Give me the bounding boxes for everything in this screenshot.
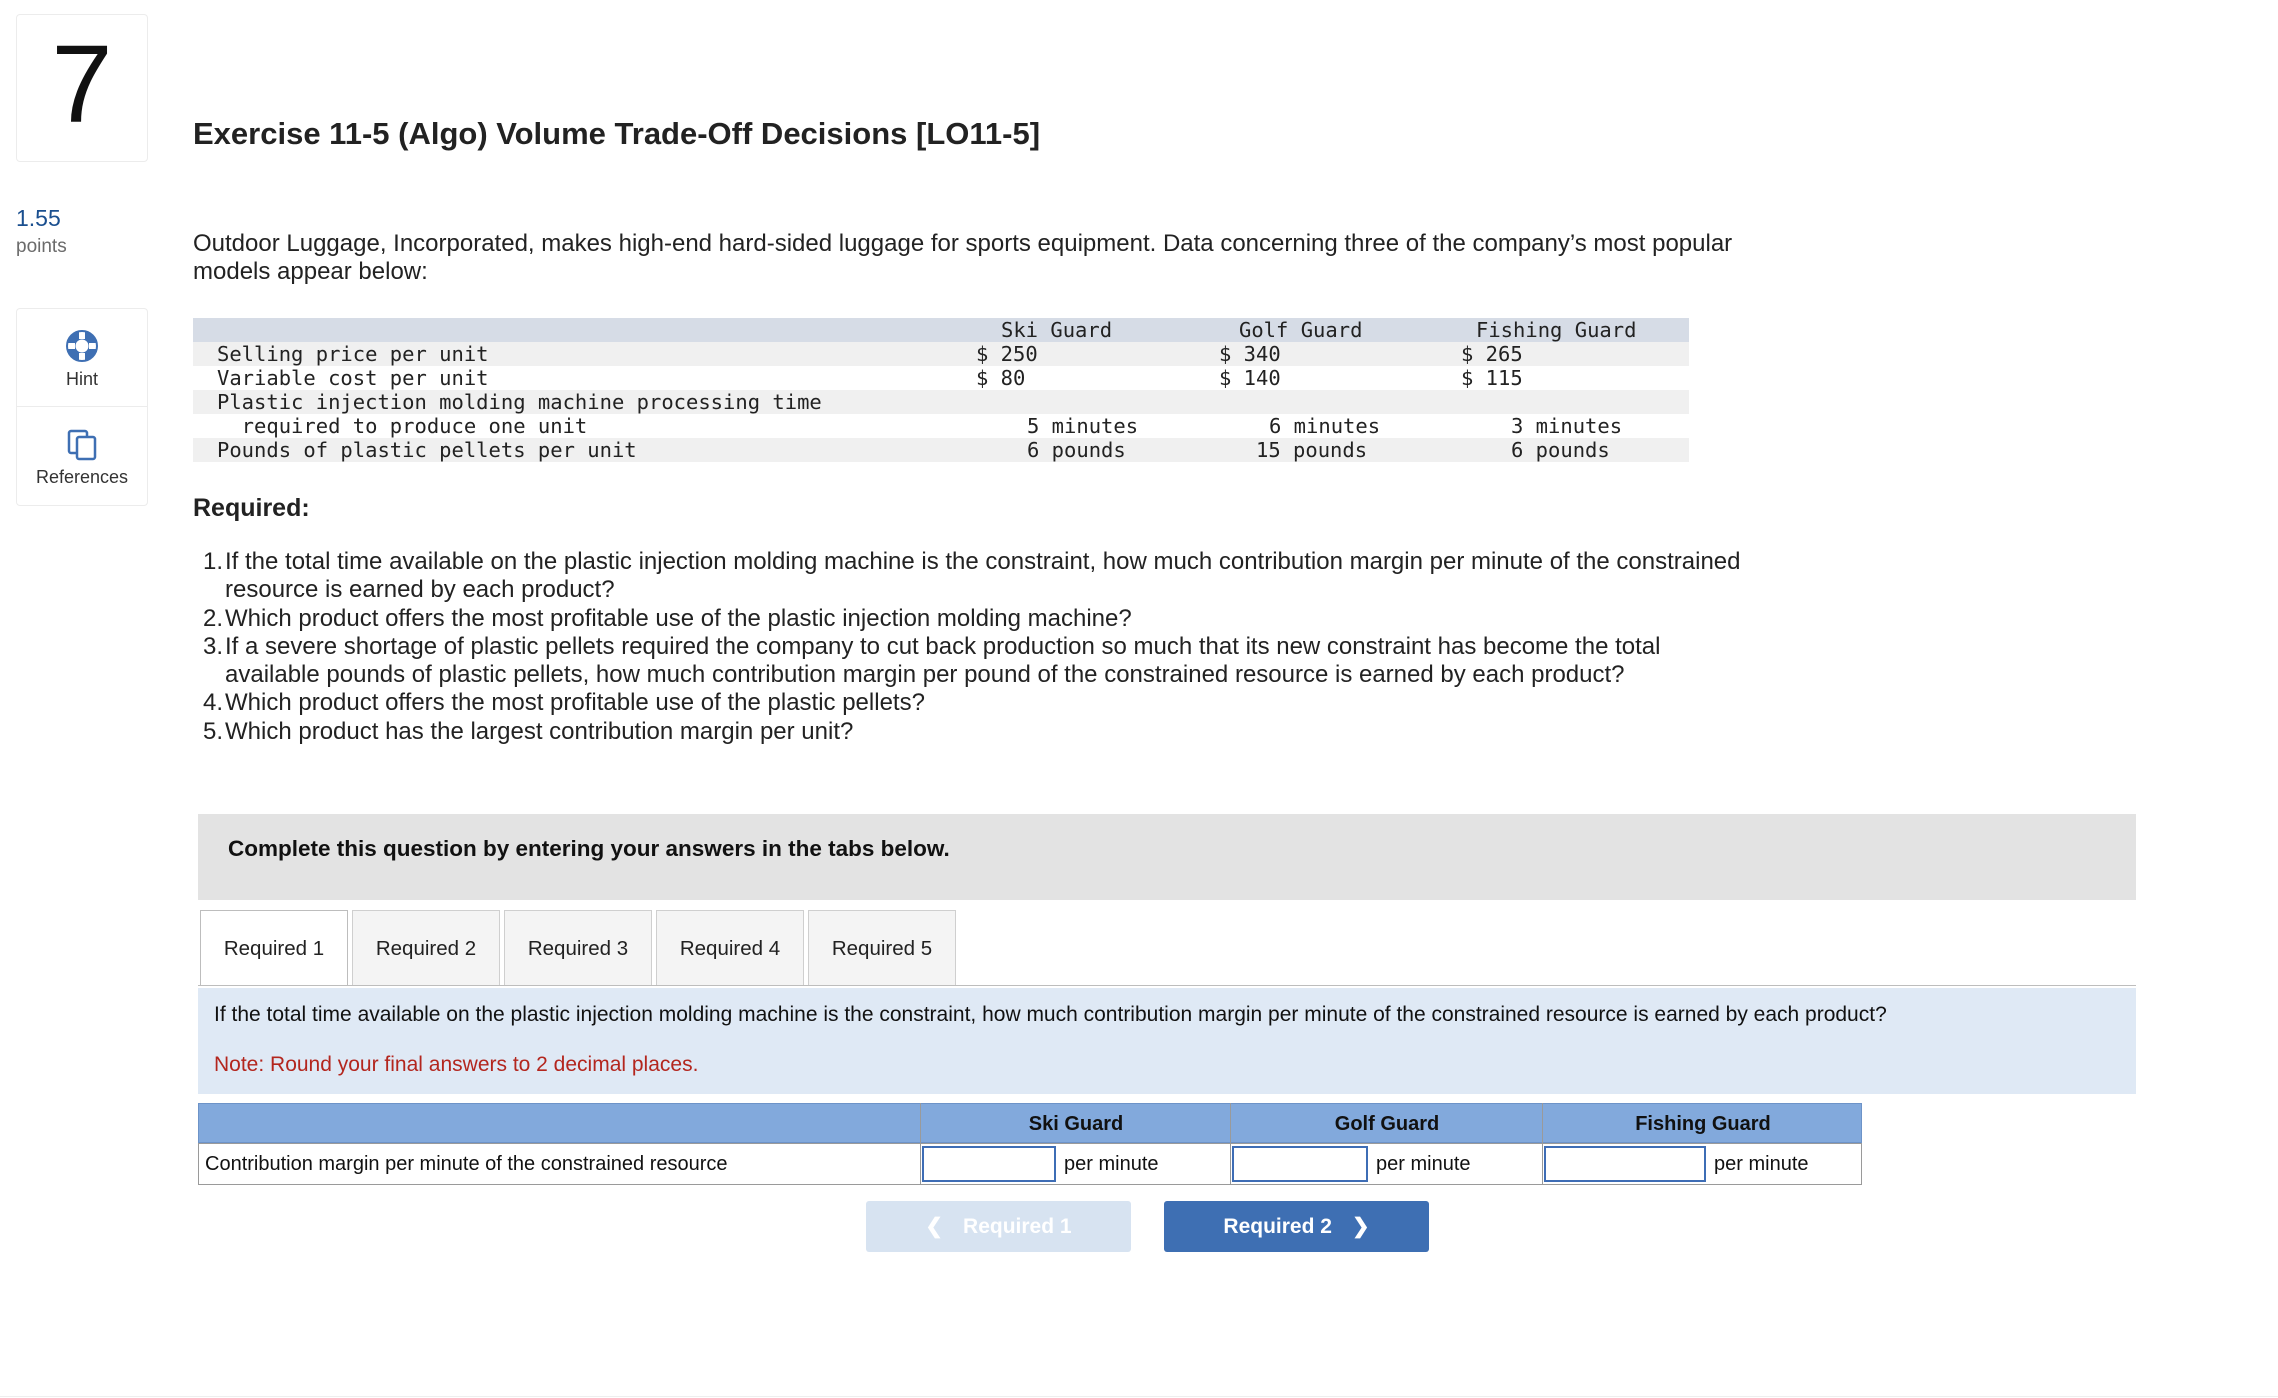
item-text: If the total time available on the plastic injection molding machine is the constraint, how much contribution margin per minute of the constrained resource is earned by each product?	[225, 548, 1741, 604]
points-label: points	[16, 236, 67, 257]
list-item	[203, 604, 1745, 633]
tab-required-1[interactable]: Required 1	[200, 910, 348, 986]
golf-guard-answer-input[interactable]	[1232, 1146, 1368, 1182]
tab-required-3[interactable]: Required 3	[504, 910, 652, 986]
cell-value: $ 80	[976, 366, 1026, 390]
exercise-title: Exercise 11-5 (Algo) Volume Trade-Off Decisions [LO11-5]	[193, 116, 1041, 151]
item-text: If a severe shortage of plastic pellets required the company to cut back production so much that its new constraint has become the total available pounds of plastic pellets, how much contribution margin per pound of the constrained resource is earned by each product?	[225, 632, 1661, 689]
cell-value: 6 minutes	[1269, 414, 1381, 438]
table-row	[193, 438, 1689, 462]
instruction-box	[198, 988, 2136, 1094]
next-button[interactable]	[1164, 1201, 1429, 1252]
question-number: 7	[51, 23, 113, 146]
complete-prompt-box	[198, 814, 2136, 900]
instruction-text: If the total time available on the plastic injection molding machine is the constraint, how much contribution margin per minute of the constrained resource is earned by each product?	[214, 1003, 1887, 1026]
item-number: 5.	[203, 717, 224, 745]
cell-value: 3 minutes	[1511, 414, 1623, 438]
ski-guard-answer-input[interactable]	[922, 1146, 1056, 1182]
tab-divider	[198, 985, 2136, 986]
row-label: Plastic injection molding machine processing time	[217, 390, 822, 414]
next-label: Required 2	[1223, 1214, 1332, 1238]
list-item	[203, 632, 1745, 690]
item-text: Which product offers the most profitable use of the plastic pellets?	[225, 689, 925, 717]
table-row	[193, 390, 1689, 414]
column-golf-guard: Golf Guard	[1239, 318, 1363, 342]
hint-label: Hint	[65, 369, 98, 389]
row-label: Variable cost per unit	[217, 366, 489, 390]
item-number: 3.	[203, 632, 224, 660]
cell-value: 6 pounds	[1027, 438, 1126, 462]
chevron-right-icon: ❯	[1351, 1215, 1370, 1238]
lifebuoy-icon	[65, 329, 99, 363]
column-divider	[920, 1103, 921, 1185]
fishing-guard-answer-input[interactable]	[1544, 1146, 1706, 1182]
header-ski-guard: Ski Guard	[1028, 1113, 1124, 1135]
list-item	[203, 689, 1745, 717]
unit-label: per minute	[1714, 1153, 1809, 1175]
unit-label: per minute	[1376, 1153, 1471, 1175]
required-heading: Required:	[193, 494, 310, 522]
row-label: required to produce one unit	[217, 414, 588, 438]
cell-value: $ 140	[1219, 366, 1281, 390]
cell-value: $ 115	[1461, 366, 1523, 390]
header-golf-guard: Golf Guard	[1334, 1113, 1440, 1135]
answer-table	[198, 1103, 1862, 1185]
chevron-left-icon: ❮	[925, 1215, 944, 1238]
copy-documents-icon	[65, 427, 99, 461]
list-item	[203, 548, 1745, 605]
cell-value: $ 340	[1219, 342, 1281, 366]
references-button[interactable]	[17, 407, 147, 504]
tab-required-2[interactable]: Required 2	[352, 910, 500, 986]
column-ski-guard: Ski Guard	[1001, 318, 1113, 342]
row-label: Selling price per unit	[217, 342, 489, 366]
column-fishing-guard: Fishing Guard	[1476, 318, 1637, 342]
divider	[0, 1396, 2278, 1397]
cell-value: 15 pounds	[1256, 438, 1368, 462]
hint-button[interactable]	[17, 309, 147, 407]
item-text: Which product has the largest contribution margin per unit?	[225, 717, 854, 745]
cell-value: 5 minutes	[1027, 414, 1139, 438]
unit-label: per minute	[1064, 1153, 1159, 1175]
previous-button[interactable]	[866, 1201, 1131, 1252]
cell-value: 6 pounds	[1511, 438, 1610, 462]
data-table-header	[193, 318, 1689, 342]
answer-row-label: Contribution margin per minute of the constrained resource	[205, 1153, 728, 1175]
cell-value: $ 250	[976, 342, 1038, 366]
item-number: 1.	[203, 548, 224, 575]
row-label: Pounds of plastic pellets per unit	[217, 438, 637, 462]
tab-required-4[interactable]: Required 4	[656, 910, 804, 986]
table-row	[193, 366, 1689, 390]
previous-label: Required 1	[963, 1214, 1072, 1238]
item-number: 2.	[203, 604, 224, 632]
references-label: References	[35, 467, 129, 487]
rounding-note: Note: Round your final answers to 2 decimal places.	[214, 1053, 699, 1076]
cell-value: $ 265	[1461, 342, 1523, 366]
tools-panel	[16, 308, 148, 506]
answer-table-header	[198, 1103, 1862, 1143]
column-divider	[1230, 1103, 1231, 1185]
intro-text: Outdoor Luggage, Incorporated, makes high-end hard-sided luggage for sports equipment. Data concerning three of the company’s most popular models appear below:	[193, 230, 1733, 285]
question-number-box	[16, 14, 148, 162]
complete-prompt: Complete this question by entering your answers in the tabs below.	[228, 836, 950, 861]
points-value: 1.55	[16, 205, 61, 231]
item-text: Which product offers the most profitable use of the plastic injection molding machine?	[225, 604, 1132, 632]
item-number: 4.	[203, 689, 224, 717]
table-row	[193, 414, 1689, 438]
required-list	[193, 548, 1745, 746]
header-fishing-guard: Fishing Guard	[1635, 1113, 1771, 1135]
tab-required-5[interactable]: Required 5	[808, 910, 956, 986]
column-divider	[1542, 1103, 1543, 1185]
table-row	[193, 342, 1689, 366]
list-item	[203, 717, 1745, 746]
